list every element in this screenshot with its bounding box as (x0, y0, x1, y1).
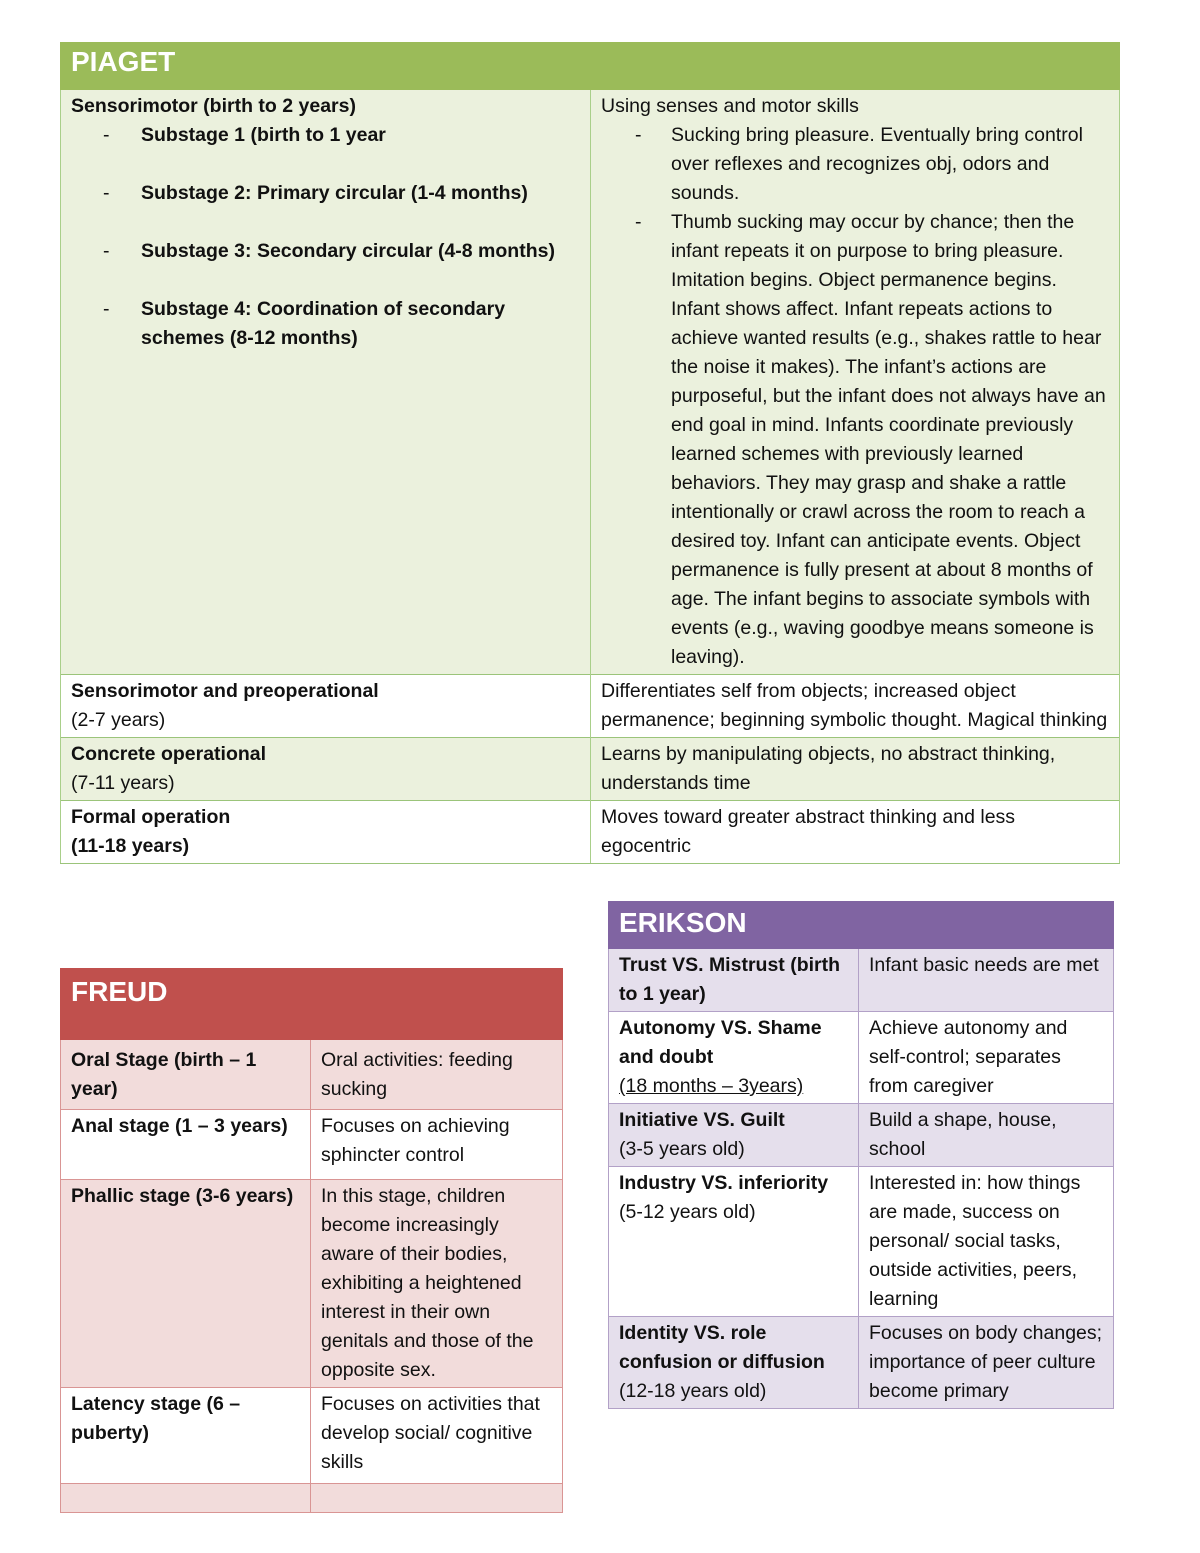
stage-cell (609, 1104, 859, 1167)
description-cell: Achieve autonomy and self-control; separates from caregiver (859, 1012, 1114, 1104)
stage-cell: Oral Stage (birth – 1 year) (61, 1040, 311, 1110)
stage-cell: Phallic stage (3-6 years) (61, 1180, 311, 1388)
description-point: - Sucking bring pleasure. Eventually bring control over reflexes and recognizes obj, odors and sounds. (635, 121, 1109, 208)
description-cell: In this stage, children become increasingly aware of their bodies, exhibiting a heightened interest in their own genitals and those of the opposite sex. (311, 1180, 563, 1388)
freud-header-row (61, 969, 563, 1040)
table-row (61, 90, 1120, 675)
substage-item: - Substage 1 (birth to 1 year (103, 121, 580, 150)
stage-cell (609, 1012, 859, 1104)
empty-cell (61, 1484, 311, 1513)
stage-cell (609, 1317, 859, 1409)
stage-age: (5-12 years old) (619, 1201, 756, 1223)
freud-table (60, 968, 563, 1513)
description-cell: Build a shape, house, school (859, 1104, 1114, 1167)
erikson-table (608, 901, 1114, 1409)
stage-name: Autonomy VS. Shame and doubt (619, 1017, 822, 1068)
stage-name: Sensorimotor and preoperational (71, 680, 379, 702)
description-cell: Infant basic needs are met (859, 949, 1114, 1012)
stage-cell: Anal stage (1 – 3 years) (61, 1110, 311, 1180)
erikson-title: ERIKSON (609, 902, 1114, 949)
empty-cell (311, 1484, 563, 1513)
description-intro: Using senses and motor skills (601, 95, 859, 117)
table-row (61, 1180, 563, 1388)
table-row (609, 1317, 1114, 1409)
description-cell: Interested in: how things are made, success on personal/ social tasks, outside activities, peers, learning (859, 1167, 1114, 1317)
empty-row (61, 1484, 563, 1513)
piaget-header-row (61, 43, 1120, 90)
substage-item: - Substage 4: Coordination of secondary schemes (8-12 months) (103, 295, 580, 353)
description-cell: Moves toward greater abstract thinking and less egocentric (591, 801, 1120, 864)
table-row (609, 949, 1114, 1012)
table-row (61, 1040, 563, 1110)
stage-name: Sensorimotor (birth to 2 years) (71, 95, 356, 117)
stage-age: (18 months – 3years) (619, 1075, 804, 1097)
stage-cell (61, 675, 591, 738)
table-row (61, 675, 1120, 738)
table-row (61, 1110, 563, 1180)
table-row (61, 738, 1120, 801)
stage-name: Concrete operational (71, 743, 267, 765)
description-cell: Focuses on body changes; importance of peer culture become primary (859, 1317, 1114, 1409)
freud-title: FREUD (61, 969, 563, 1040)
stage-cell (609, 1167, 859, 1317)
stage-age: (7-11 years) (71, 772, 175, 794)
substage-list (71, 121, 580, 353)
stage-cell (61, 801, 591, 864)
description-cell: Learns by manipulating objects, no abstract thinking, understands time (591, 738, 1120, 801)
stage-age: (3-5 years old) (619, 1138, 745, 1160)
stage-name: Initiative VS. Guilt (619, 1109, 785, 1131)
description-cell (591, 90, 1120, 675)
description-cell: Oral activities: feeding sucking (311, 1040, 563, 1110)
description-cell: Focuses on activities that develop social/ cognitive skills (311, 1388, 563, 1484)
stage-cell (609, 949, 859, 1012)
description-list (601, 121, 1109, 672)
stage-name: Industry VS. inferiority (619, 1172, 829, 1194)
stage-age: (2-7 years) (71, 709, 166, 731)
erikson-header-row (609, 902, 1114, 949)
table-row (609, 1167, 1114, 1317)
description-cell: Focuses on achieving sphincter control (311, 1110, 563, 1180)
table-row (609, 1012, 1114, 1104)
table-row (61, 801, 1120, 864)
substage-item: - Substage 2: Primary circular (1-4 months) (103, 179, 580, 208)
table-row (61, 1388, 563, 1484)
piaget-title: PIAGET (61, 43, 1120, 90)
stage-cell (61, 738, 591, 801)
table-row (609, 1104, 1114, 1167)
piaget-table (60, 42, 1120, 864)
stage-cell: Latency stage (6 – puberty) (61, 1388, 311, 1484)
stage-cell (61, 90, 591, 675)
substage-item: - Substage 3: Secondary circular (4-8 months) (103, 237, 580, 266)
description-point: - Thumb sucking may occur by chance; then the infant repeats it on purpose to bring pleasure. Imitation begins. Object permanence begins. Infant shows affect. Infant repeats actions to achieve wanted results (e.g., shakes rattle to hear the noise it makes). The infant’s actions are purposeful, but the infant does not always have an end goal in mind. Infants coordinate previously learned schemes with previously learned behaviors. They may grasp and shake a rattle intentionally or crawl across the room to reach a desired toy. Infant can anticipate events. Object permanence is fully present at about 8 months of age. The infant begins to associate symbols with events (e.g., waving goodbye means someone is leaving). (635, 208, 1109, 672)
stage-age: (12-18 years old) (619, 1380, 767, 1402)
stage-name: Identity VS. role confusion or diffusion (619, 1322, 825, 1373)
description-cell: Differentiates self from objects; increased object permanence; beginning symbolic thought. Magical thinking (591, 675, 1120, 738)
stage-name: Formal operation (71, 806, 231, 828)
stage-name: Trust VS. Mistrust (birth to 1 year) (619, 954, 841, 1005)
stage-age: (11-18 years) (71, 835, 190, 857)
